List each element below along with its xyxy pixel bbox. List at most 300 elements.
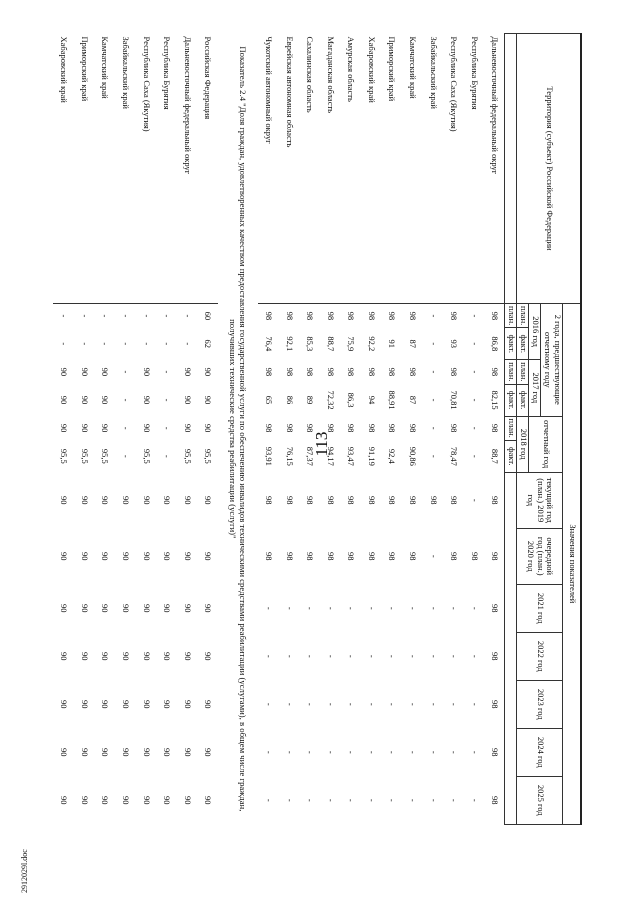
cell-value: - bbox=[366, 702, 377, 706]
cell-value: - bbox=[428, 398, 439, 402]
cell-value: - bbox=[428, 370, 439, 374]
header-plan: план. bbox=[505, 416, 517, 440]
cell-value: 98 bbox=[490, 311, 501, 321]
cell-value: 90 bbox=[79, 700, 90, 709]
cell-value: 90 bbox=[120, 496, 131, 505]
section-title: Показатель 2.4 "Доля граждан, удовлетворенных качеством предоставления государственной услуги по обеспечению инвалидов техническими средствами реабилитации (услугами), в общем числе граждан, получивших технические средства реабилитации (услуги)" bbox=[227, 46, 249, 812]
cell-value: 98 bbox=[449, 552, 460, 561]
header-fact: факт. bbox=[505, 384, 517, 416]
cell-value: - bbox=[100, 314, 111, 318]
cell-value: 98 bbox=[490, 748, 501, 757]
cell-value: 90 bbox=[59, 552, 70, 561]
cell-value: 78,47 bbox=[449, 446, 460, 466]
cell-value: - bbox=[346, 750, 357, 754]
row-territory: Амурская область bbox=[340, 34, 361, 304]
cell-value: 90 bbox=[79, 552, 90, 561]
row-territory: Забайкальский край bbox=[115, 34, 136, 304]
cell-value: - bbox=[428, 342, 439, 346]
cell-value: 95,5 bbox=[203, 448, 214, 464]
table-row bbox=[177, 34, 198, 825]
cell-value: - bbox=[449, 750, 460, 754]
cell-value: - bbox=[325, 654, 336, 658]
cell-value: 88,7 bbox=[490, 448, 501, 464]
cell-value: - bbox=[469, 654, 480, 658]
cell-value: 87,37 bbox=[305, 446, 316, 466]
cell-value: 90 bbox=[182, 552, 193, 561]
cell-value: 85,3 bbox=[305, 336, 316, 352]
table-row bbox=[156, 34, 177, 825]
cell-value: 98 bbox=[490, 367, 501, 377]
header-fact: факт. bbox=[505, 328, 517, 360]
header-2018: 2018 год bbox=[517, 416, 529, 472]
cell-value: 90 bbox=[203, 423, 214, 433]
cell-value: - bbox=[408, 750, 419, 754]
cell-value: - bbox=[408, 654, 419, 658]
cell-value: - bbox=[408, 798, 419, 802]
cell-value: 82,15 bbox=[490, 390, 501, 410]
cell-value: 90 bbox=[79, 796, 90, 805]
cell-value: 98 bbox=[263, 311, 274, 321]
cell-value: - bbox=[449, 606, 460, 610]
cell-value: 98 bbox=[346, 311, 357, 321]
cell-value: - bbox=[366, 798, 377, 802]
cell-value: 98 bbox=[263, 552, 274, 561]
cell-value: 93 bbox=[449, 339, 460, 348]
cell-value: 90 bbox=[59, 496, 70, 505]
cell-value: - bbox=[284, 798, 295, 802]
row-territory: Камчатский край bbox=[402, 34, 423, 304]
cell-value: - bbox=[162, 426, 173, 430]
cell-value: 62 bbox=[203, 339, 214, 348]
header-plan: план. bbox=[505, 304, 517, 328]
cell-value: 98 bbox=[387, 496, 398, 505]
cell-value: 95,5 bbox=[100, 448, 111, 464]
cell-value: 72,32 bbox=[325, 390, 336, 410]
cell-value: 89 bbox=[305, 395, 316, 405]
cell-value: 90 bbox=[203, 604, 214, 613]
cell-value: 98 bbox=[490, 700, 501, 709]
cell-value: 76,15 bbox=[284, 446, 295, 466]
row-territory: Магаданская область bbox=[320, 34, 341, 304]
cell-value: 90 bbox=[203, 367, 214, 377]
cell-value: 90 bbox=[100, 748, 111, 757]
cell-value: - bbox=[182, 342, 193, 346]
cell-value: - bbox=[408, 606, 419, 610]
cell-value: 90 bbox=[203, 700, 214, 709]
cell-value: - bbox=[469, 798, 480, 802]
cell-value: 98 bbox=[469, 552, 480, 561]
table-body-group1 bbox=[258, 34, 505, 825]
cell-value: - bbox=[162, 454, 173, 458]
cell-value: 91 bbox=[387, 339, 398, 348]
table-row bbox=[423, 34, 444, 825]
cell-value: 90 bbox=[141, 496, 152, 505]
cell-value: - bbox=[162, 398, 173, 402]
cell-value: 98 bbox=[490, 652, 501, 661]
cell-value: 90 bbox=[59, 700, 70, 709]
doc-code: 2912029l.doc bbox=[20, 849, 29, 893]
cell-value: 95,5 bbox=[79, 448, 90, 464]
cell-value: - bbox=[141, 314, 152, 318]
cell-value: 98 bbox=[408, 367, 419, 377]
cell-value: - bbox=[428, 750, 439, 754]
cell-value: 98 bbox=[408, 311, 419, 321]
header-plan: план. bbox=[517, 304, 529, 328]
row-territory: Дальневосточный федеральный округ bbox=[484, 34, 505, 304]
cell-value: 90 bbox=[100, 367, 111, 377]
cell-value: - bbox=[305, 798, 316, 802]
cell-value: 90 bbox=[162, 552, 173, 561]
cell-value: 90 bbox=[120, 748, 131, 757]
cell-value: - bbox=[141, 342, 152, 346]
cell-value: 98 bbox=[490, 552, 501, 561]
table-header bbox=[505, 34, 581, 825]
cell-value: 98 bbox=[408, 552, 419, 561]
table-body-group2 bbox=[53, 34, 218, 825]
row-territory: Приморский край bbox=[381, 34, 402, 304]
cell-value: 98 bbox=[387, 552, 398, 561]
table-row bbox=[136, 34, 157, 825]
row-territory: Еврейская автономная область bbox=[278, 34, 299, 304]
cell-value: 93,91 bbox=[263, 446, 274, 466]
cell-value: 98 bbox=[449, 496, 460, 505]
row-territory: Сахалинская область bbox=[299, 34, 320, 304]
cell-value: - bbox=[120, 314, 131, 318]
cell-value: 98 bbox=[366, 423, 377, 433]
cell-value: 86,3 bbox=[346, 392, 357, 408]
cell-value: 98 bbox=[305, 496, 316, 505]
cell-value: 98 bbox=[408, 423, 419, 433]
cell-value: 90 bbox=[162, 496, 173, 505]
cell-value: - bbox=[428, 454, 439, 458]
header-2021: 2021 год bbox=[517, 584, 563, 632]
table-row bbox=[443, 34, 464, 825]
cell-value: 91,19 bbox=[366, 446, 377, 466]
section-row-group bbox=[218, 34, 258, 825]
cell-value: 95,5 bbox=[59, 448, 70, 464]
cell-value: 90 bbox=[100, 700, 111, 709]
table-row bbox=[299, 34, 320, 825]
cell-value: - bbox=[387, 654, 398, 658]
cell-value: 90 bbox=[182, 652, 193, 661]
cell-value: - bbox=[263, 702, 274, 706]
header-territory: Территория (субъект) Российской Федерации bbox=[517, 34, 581, 304]
cell-value: 90 bbox=[203, 652, 214, 661]
cell-value: 90,86 bbox=[408, 446, 419, 466]
cell-value: - bbox=[469, 606, 480, 610]
cell-value: 90 bbox=[162, 604, 173, 613]
header-2022: 2022 год bbox=[517, 632, 563, 680]
cell-value: 98 bbox=[366, 367, 377, 377]
row-territory: Республика Саха (Якутия) bbox=[443, 34, 464, 304]
cell-value: - bbox=[428, 426, 439, 430]
cell-value: - bbox=[428, 654, 439, 658]
cell-value: 98 bbox=[325, 496, 336, 505]
table-row bbox=[464, 34, 485, 825]
cell-value: 98 bbox=[305, 367, 316, 377]
cell-value: 90 bbox=[59, 395, 70, 405]
table-row bbox=[320, 34, 341, 825]
cell-value: 98 bbox=[490, 796, 501, 805]
cell-value: 98 bbox=[263, 367, 274, 377]
cell-value: 92,4 bbox=[387, 448, 398, 464]
cell-value: 98 bbox=[366, 496, 377, 505]
cell-value: - bbox=[162, 314, 173, 318]
row-territory: Камчатский край bbox=[94, 34, 115, 304]
cell-value: 90 bbox=[59, 652, 70, 661]
cell-value: 90 bbox=[141, 395, 152, 405]
cell-value: - bbox=[120, 398, 131, 402]
cell-value: 90 bbox=[59, 423, 70, 433]
cell-value: 90 bbox=[100, 552, 111, 561]
header-current: текущий год (план.) 2019 год bbox=[517, 472, 563, 528]
cell-value: 90 bbox=[141, 748, 152, 757]
cell-value: 90 bbox=[141, 652, 152, 661]
header-fact: факт. bbox=[505, 440, 517, 472]
row-territory: Республика Бурятия bbox=[464, 34, 485, 304]
page-number: 113 bbox=[312, 431, 331, 457]
header-two-years: 2 года, предшествующие отчетному году bbox=[541, 304, 563, 417]
cell-value: - bbox=[305, 606, 316, 610]
cell-value: - bbox=[469, 370, 480, 374]
cell-value: 90 bbox=[162, 748, 173, 757]
cell-value: - bbox=[428, 606, 439, 610]
table-row bbox=[361, 34, 382, 825]
cell-value: - bbox=[469, 426, 480, 430]
cell-value: - bbox=[325, 702, 336, 706]
row-territory: Дальневосточный федеральный округ bbox=[177, 34, 198, 304]
cell-value: 60 bbox=[203, 311, 214, 321]
cell-value: - bbox=[387, 702, 398, 706]
table-row bbox=[484, 34, 505, 825]
cell-value: 98 bbox=[284, 496, 295, 505]
header-fact: факт. bbox=[517, 384, 529, 416]
cell-value: 90 bbox=[79, 604, 90, 613]
cell-value: 98 bbox=[449, 311, 460, 321]
cell-value: - bbox=[366, 606, 377, 610]
cell-value: 90 bbox=[59, 796, 70, 805]
cell-value: - bbox=[387, 798, 398, 802]
cell-value: - bbox=[469, 702, 480, 706]
cell-value: 98 bbox=[284, 367, 295, 377]
row-territory: Приморский край bbox=[74, 34, 95, 304]
cell-value: 95,5 bbox=[182, 448, 193, 464]
cell-value: 90 bbox=[141, 700, 152, 709]
cell-value: - bbox=[59, 342, 70, 346]
row-territory: Республика Саха (Якутия) bbox=[136, 34, 157, 304]
cell-value: - bbox=[449, 654, 460, 658]
cell-value: 93,47 bbox=[346, 446, 357, 466]
cell-value: 70,81 bbox=[449, 390, 460, 410]
cell-value: - bbox=[325, 798, 336, 802]
cell-value: - bbox=[366, 654, 377, 658]
cell-value: 98 bbox=[408, 496, 419, 505]
cell-value: 98 bbox=[387, 423, 398, 433]
cell-value: - bbox=[325, 606, 336, 610]
cell-value: 88,91 bbox=[387, 390, 398, 410]
row-territory: Чукотский автономный округ bbox=[258, 34, 279, 304]
header-values: Значения показателей bbox=[563, 304, 581, 825]
cell-value: - bbox=[305, 750, 316, 754]
rotated-table-area bbox=[59, 33, 582, 897]
cell-value: 90 bbox=[100, 604, 111, 613]
cell-value: 90 bbox=[120, 796, 131, 805]
cell-value: - bbox=[428, 554, 439, 558]
cell-value: 90 bbox=[203, 796, 214, 805]
cell-value: 90 bbox=[79, 367, 90, 377]
cell-value: 90 bbox=[182, 367, 193, 377]
cell-value: 98 bbox=[263, 496, 274, 505]
indicators-table bbox=[53, 33, 582, 825]
cell-value: 98 bbox=[284, 552, 295, 561]
cell-value: - bbox=[387, 606, 398, 610]
table-row bbox=[53, 34, 74, 825]
cell-value: 90 bbox=[182, 700, 193, 709]
cell-value: 98 bbox=[346, 552, 357, 561]
cell-value: 65 bbox=[263, 395, 274, 405]
header-2017: 2017 год bbox=[529, 360, 541, 416]
cell-value: 98 bbox=[263, 423, 274, 433]
cell-value: 98 bbox=[490, 496, 501, 505]
cell-value: - bbox=[469, 454, 480, 458]
cell-value: 92,1 bbox=[284, 336, 295, 352]
cell-value: - bbox=[346, 654, 357, 658]
cell-value: 90 bbox=[79, 423, 90, 433]
cell-value: 75,9 bbox=[346, 336, 357, 352]
cell-value: 90 bbox=[203, 395, 214, 405]
cell-value: - bbox=[120, 342, 131, 346]
table-row bbox=[381, 34, 402, 825]
cell-value: - bbox=[469, 314, 480, 318]
cell-value: - bbox=[120, 454, 131, 458]
cell-value: - bbox=[162, 342, 173, 346]
cell-value: - bbox=[449, 798, 460, 802]
cell-value: 98 bbox=[305, 423, 316, 433]
table-row bbox=[74, 34, 95, 825]
cell-value: 98 bbox=[387, 367, 398, 377]
cell-value: 76,4 bbox=[263, 336, 274, 352]
cell-value: - bbox=[346, 606, 357, 610]
cell-value: 90 bbox=[141, 552, 152, 561]
table-row bbox=[402, 34, 423, 825]
row-territory: Хабаровский край bbox=[53, 34, 74, 304]
cell-value: 86 bbox=[284, 395, 295, 405]
cell-value: - bbox=[469, 750, 480, 754]
cell-value: - bbox=[366, 750, 377, 754]
cell-value: - bbox=[263, 750, 274, 754]
cell-value: 90 bbox=[79, 496, 90, 505]
cell-value: 98 bbox=[284, 311, 295, 321]
cell-value: - bbox=[59, 314, 70, 318]
cell-value: 90 bbox=[120, 700, 131, 709]
cell-value: 90 bbox=[120, 552, 131, 561]
cell-value: 98 bbox=[490, 604, 501, 613]
cell-value: - bbox=[408, 702, 419, 706]
cell-value: 95,5 bbox=[141, 448, 152, 464]
cell-value: - bbox=[469, 398, 480, 402]
cell-value: 90 bbox=[182, 423, 193, 433]
cell-value: 90 bbox=[100, 496, 111, 505]
header-2016: 2016 год bbox=[529, 304, 541, 360]
header-next: очередной год (план.) 2020 год bbox=[517, 528, 563, 584]
row-territory: Российская Федерация bbox=[197, 34, 218, 304]
cell-value: 87 bbox=[408, 339, 419, 348]
cell-value: - bbox=[428, 798, 439, 802]
cell-value: 98 bbox=[305, 311, 316, 321]
cell-value: 90 bbox=[203, 496, 214, 505]
cell-value: 90 bbox=[100, 652, 111, 661]
cell-value: 98 bbox=[449, 423, 460, 433]
cell-value: - bbox=[325, 750, 336, 754]
cell-value: 90 bbox=[203, 748, 214, 757]
cell-value: - bbox=[284, 750, 295, 754]
cell-value: - bbox=[100, 342, 111, 346]
table-row bbox=[340, 34, 361, 825]
cell-value: - bbox=[263, 654, 274, 658]
cell-value: 90 bbox=[120, 604, 131, 613]
cell-value: 98 bbox=[346, 423, 357, 433]
cell-value: 90 bbox=[59, 367, 70, 377]
cell-value: - bbox=[162, 370, 173, 374]
cell-value: - bbox=[284, 606, 295, 610]
cell-value: 90 bbox=[141, 604, 152, 613]
cell-value: 90 bbox=[182, 796, 193, 805]
cell-value: - bbox=[428, 314, 439, 318]
cell-value: - bbox=[346, 798, 357, 802]
header-plan: план. bbox=[505, 360, 517, 384]
cell-value: 90 bbox=[79, 748, 90, 757]
cell-value: - bbox=[120, 370, 131, 374]
cell-value: 90 bbox=[59, 604, 70, 613]
cell-value: - bbox=[79, 342, 90, 346]
cell-value: - bbox=[469, 342, 480, 346]
cell-value: 90 bbox=[182, 604, 193, 613]
cell-value: 98 bbox=[284, 423, 295, 433]
header-fact: факт. bbox=[517, 328, 529, 360]
cell-value: 90 bbox=[59, 748, 70, 757]
cell-value: 88,7 bbox=[325, 336, 336, 352]
cell-value: 98 bbox=[387, 311, 398, 321]
cell-value: - bbox=[428, 702, 439, 706]
table-row bbox=[94, 34, 115, 825]
cell-value: 86,8 bbox=[490, 336, 501, 352]
cell-value: - bbox=[449, 702, 460, 706]
cell-value: - bbox=[263, 798, 274, 802]
row-territory: Хабаровский край bbox=[361, 34, 382, 304]
cell-value: 98 bbox=[325, 311, 336, 321]
cell-value: - bbox=[263, 606, 274, 610]
cell-value: 90 bbox=[182, 748, 193, 757]
cell-value: 90 bbox=[162, 700, 173, 709]
cell-value: 94,17 bbox=[325, 446, 336, 466]
cell-value: - bbox=[284, 702, 295, 706]
cell-value: - bbox=[79, 314, 90, 318]
cell-value: 90 bbox=[79, 652, 90, 661]
row-territory: Республика Бурятия bbox=[156, 34, 177, 304]
cell-value: 98 bbox=[325, 367, 336, 377]
cell-value: 87 bbox=[408, 395, 419, 405]
cell-value: - bbox=[305, 654, 316, 658]
table-row bbox=[197, 34, 218, 825]
cell-value: 90 bbox=[203, 552, 214, 561]
header-plan: план. bbox=[517, 360, 529, 384]
header-2025: 2025 год bbox=[517, 776, 563, 824]
cell-value: - bbox=[284, 654, 295, 658]
cell-value: 92,2 bbox=[366, 336, 377, 352]
cell-value: 98 bbox=[325, 423, 336, 433]
cell-value: - bbox=[469, 498, 480, 502]
row-territory: Забайкальский край bbox=[423, 34, 444, 304]
